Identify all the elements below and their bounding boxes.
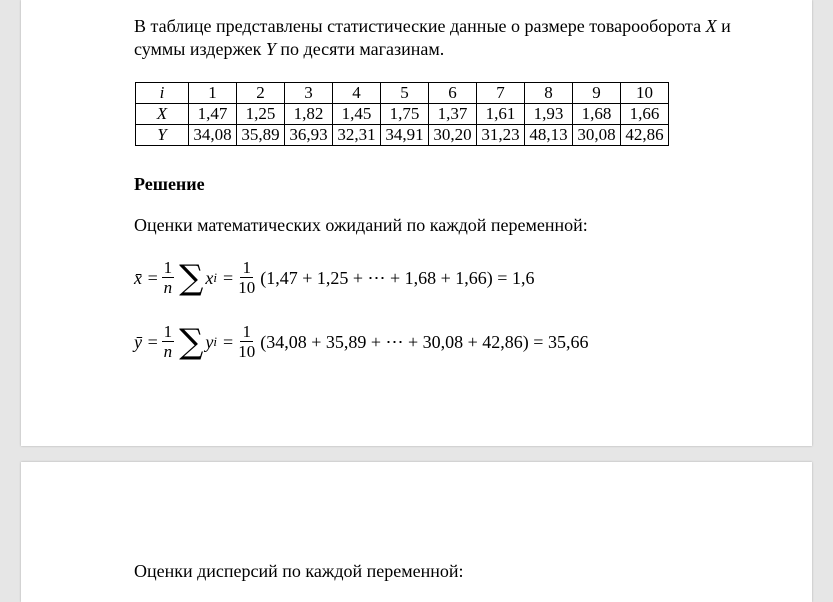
- table-cell: 3: [285, 83, 333, 104]
- table-cell: 6: [429, 83, 477, 104]
- expectations-text: Оценки математических ожиданий по каждой переменной:: [134, 215, 588, 235]
- table-cell: 8: [525, 83, 573, 104]
- intro-text-2-end: по десяти магазинам.: [280, 39, 445, 59]
- fraction-one-over-n: [162, 258, 175, 298]
- table-cell: 1,75: [381, 104, 429, 125]
- data-table: [135, 82, 669, 146]
- table-cell: 7: [477, 83, 525, 104]
- table-cell: 30,08: [573, 125, 621, 146]
- table-cell: 32,31: [333, 125, 381, 146]
- formula-mean-x: [134, 254, 534, 302]
- table-cell: 10: [621, 83, 669, 104]
- row-header-x: X: [136, 104, 189, 125]
- table-row-x: [136, 104, 669, 125]
- formula-subscript: i: [213, 334, 218, 349]
- fraction-denominator: n: [163, 278, 173, 297]
- fraction-denominator: 10: [238, 278, 256, 297]
- table-cell: 34,91: [381, 125, 429, 146]
- formula-equals: =: [223, 331, 234, 352]
- document-page-1: [21, 0, 812, 446]
- table-cell: 1,45: [333, 104, 381, 125]
- table-cell: 34,08: [189, 125, 237, 146]
- fraction-denominator: n: [163, 342, 173, 361]
- table-cell: 2: [237, 83, 285, 104]
- table-row-index: [136, 83, 669, 104]
- solution-heading: Решение: [134, 174, 205, 194]
- fraction-numerator: 1: [242, 258, 251, 277]
- table-cell: 31,23: [477, 125, 525, 146]
- formula-rhs: (1,47 + 1,25 + ⋯ + 1,68 + 1,66) = 1,6: [260, 267, 535, 288]
- intro-line-1: [134, 15, 731, 37]
- formula-lhs: ȳ =: [134, 331, 159, 352]
- formula-equals: =: [223, 267, 234, 288]
- fraction-denominator: 10: [238, 342, 256, 361]
- intro-line-2: [134, 38, 444, 60]
- row-header-i: i: [136, 83, 189, 104]
- variances-text: Оценки дисперсий по каждой переменной:: [134, 561, 464, 581]
- document-page-2: [21, 462, 812, 602]
- table-cell: 5: [381, 83, 429, 104]
- table-cell: 35,89: [237, 125, 285, 146]
- table-cell: 1,47: [189, 104, 237, 125]
- formula-rhs: (34,08 + 35,89 + ⋯ + 30,08 + 42,86) = 35,66: [260, 331, 589, 352]
- formula-lhs: x̄ =: [134, 267, 159, 288]
- sum-icon: ∑: [179, 258, 204, 298]
- table-cell: 1,93: [525, 104, 573, 125]
- table-cell: 1,66: [621, 104, 669, 125]
- table-cell: 36,93: [285, 125, 333, 146]
- table-cell: 4: [333, 83, 381, 104]
- table-cell: 1,82: [285, 104, 333, 125]
- table-row-y: [136, 125, 669, 146]
- intro-text-2: суммы издержек: [134, 39, 262, 59]
- fraction-numerator: 1: [163, 258, 173, 277]
- formula-term: x: [205, 267, 214, 288]
- table-cell: 1,68: [573, 104, 621, 125]
- formula-subscript: i: [213, 270, 218, 285]
- table-cell: 1,25: [237, 104, 285, 125]
- fraction-one-over-ten: [236, 258, 257, 298]
- formula-term: y: [205, 331, 214, 352]
- fraction-one-over-n: [162, 322, 175, 362]
- formula-mean-y: [134, 318, 588, 366]
- table-cell: 1,61: [477, 104, 525, 125]
- table-cell: 1: [189, 83, 237, 104]
- table-cell: 9: [573, 83, 621, 104]
- intro-text-end: и: [721, 16, 731, 36]
- table-cell: 48,13: [525, 125, 573, 146]
- fraction-one-over-ten: [236, 322, 257, 362]
- table-cell: 30,20: [429, 125, 477, 146]
- table-cell: 42,86: [621, 125, 669, 146]
- variable-y: Y: [265, 39, 276, 59]
- variable-x: X: [705, 16, 717, 36]
- sum-icon: ∑: [179, 322, 204, 362]
- fraction-numerator: 1: [242, 322, 251, 341]
- fraction-numerator: 1: [163, 322, 173, 341]
- intro-text: В таблице представлены статистические данные о размере товарооборота: [134, 16, 702, 36]
- row-header-y: Y: [136, 125, 189, 146]
- table-cell: 1,37: [429, 104, 477, 125]
